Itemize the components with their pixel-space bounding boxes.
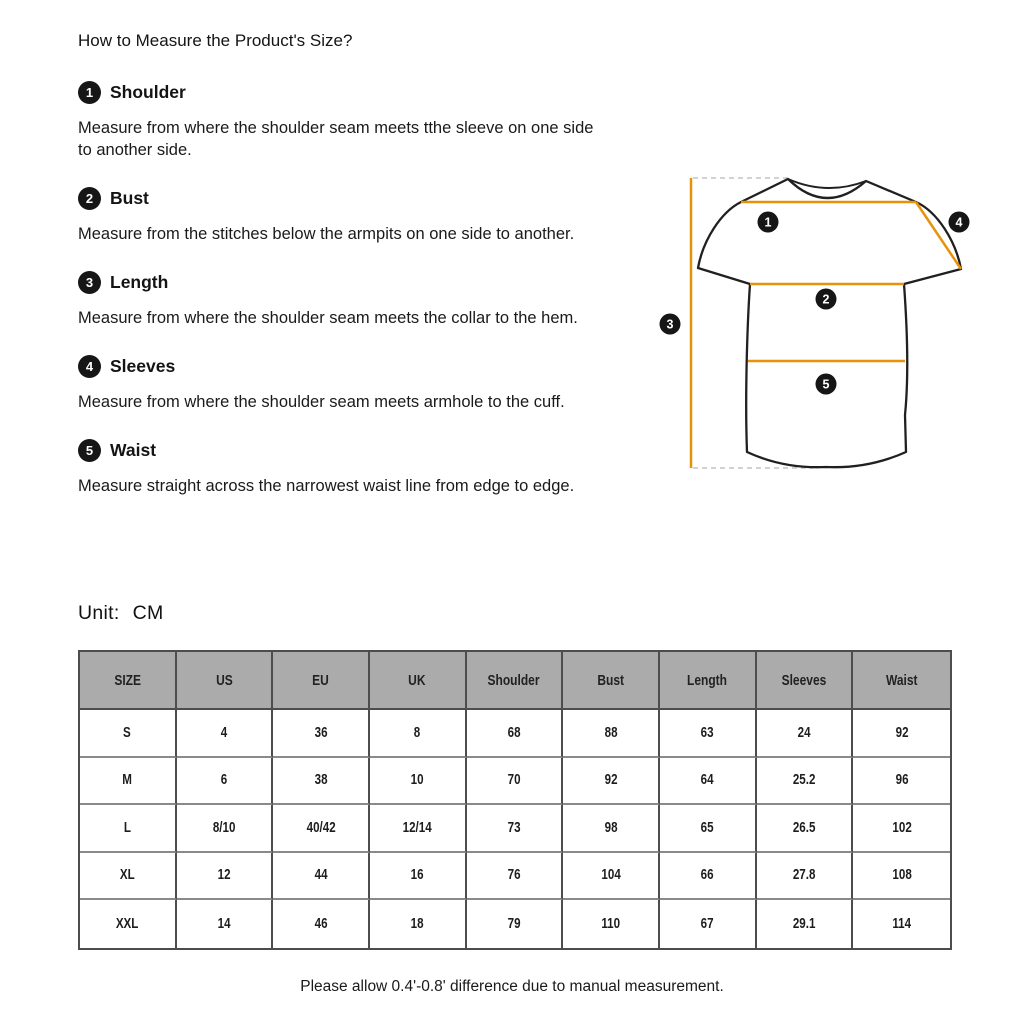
step-5-badge [78, 439, 101, 462]
measurement-disclaimer: Please allow 0.4'-0.8' difference due to manual measurement. [300, 978, 724, 995]
table-header-cell: Waist [853, 652, 950, 710]
table-cell: 14 [177, 900, 274, 948]
step-3-number: 3 [85, 275, 94, 290]
page-title: How to Measure the Product's Size? [78, 31, 353, 50]
table-header-cell: UK [370, 652, 467, 710]
measure-heading [78, 81, 600, 104]
step-2-badge [78, 187, 101, 210]
table-cell: 108 [853, 853, 950, 901]
table-cell: M [80, 758, 177, 806]
diagram-marker-5 [816, 374, 837, 395]
table-cell: 76 [467, 853, 564, 901]
step-1-number: 1 [85, 85, 94, 100]
measure-name-sleeves: Sleeves [110, 356, 176, 376]
measure-name-shoulder: Shoulder [110, 82, 186, 102]
table-cell: 12 [177, 853, 274, 901]
measure-section-bust [78, 187, 600, 245]
unit-label [78, 602, 164, 625]
svg-text:3: 3 [666, 317, 674, 332]
table-cell: 67 [660, 900, 757, 948]
diagram-marker-2 [816, 289, 837, 310]
step-1-badge [78, 81, 101, 104]
diagram-marker-3 [660, 314, 681, 335]
unit-value: CM [132, 602, 164, 624]
svg-text:2: 2 [822, 292, 830, 307]
table-cell: 68 [467, 710, 564, 758]
table-cell: 8/10 [177, 805, 274, 853]
table-cell: 26.5 [757, 805, 854, 853]
table-cell: XXL [80, 900, 177, 948]
table-cell: 66 [660, 853, 757, 901]
table-header-cell: Length [660, 652, 757, 710]
table-cell: 25.2 [757, 758, 854, 806]
instructions-column [78, 30, 600, 523]
table-cell: 79 [467, 900, 564, 948]
svg-text:1: 1 [764, 215, 772, 230]
table-cell: 102 [853, 805, 950, 853]
measure-section-shoulder [78, 81, 600, 161]
measure-heading [78, 187, 600, 210]
table-cell: 27.8 [757, 853, 854, 901]
measure-name-waist: Waist [110, 440, 157, 460]
measure-name-bust: Bust [110, 188, 149, 208]
table-cell: 73 [467, 805, 564, 853]
step-5-number: 5 [85, 443, 94, 458]
measure-description-bust: Measure from the stitches below the armpits on one side to another. [78, 225, 575, 243]
table-cell: 92 [853, 710, 950, 758]
measure-heading [78, 355, 600, 378]
table-cell: 8 [370, 710, 467, 758]
step-3-badge [78, 271, 101, 294]
table-cell: 36 [273, 710, 370, 758]
table-cell: 70 [467, 758, 564, 806]
tshirt-outline [698, 179, 961, 467]
table-header-cell: Shoulder [467, 652, 564, 710]
measure-section-length [78, 271, 600, 329]
table-cell: 92 [563, 758, 660, 806]
table-cell: 10 [370, 758, 467, 806]
step-2-number: 2 [85, 191, 94, 206]
diagram-marker-4 [949, 212, 970, 233]
measure-section-sleeves [78, 355, 600, 413]
step-4-number: 4 [85, 359, 94, 374]
table-cell: S [80, 710, 177, 758]
svg-text:4: 4 [955, 215, 963, 230]
measure-name-length: Length [110, 272, 169, 292]
table-cell: 96 [853, 758, 950, 806]
table-cell: 104 [563, 853, 660, 901]
table-cell: 6 [177, 758, 274, 806]
table-cell: 16 [370, 853, 467, 901]
table-cell: 40/42 [273, 805, 370, 853]
table-cell: 29.1 [757, 900, 854, 948]
table-cell: 63 [660, 710, 757, 758]
table-cell: 110 [563, 900, 660, 948]
table-cell: 24 [757, 710, 854, 758]
tshirt-measurement-diagram [648, 160, 1008, 490]
table-cell: L [80, 805, 177, 853]
table-cell: 18 [370, 900, 467, 948]
diagram-marker-1 [758, 212, 779, 233]
table-header-cell: US [177, 652, 274, 710]
table-cell: 44 [273, 853, 370, 901]
table-cell: 98 [563, 805, 660, 853]
measure-section-waist [78, 439, 600, 497]
table-header-cell: SIZE [80, 652, 177, 710]
table-cell: 46 [273, 900, 370, 948]
table-cell: XL [80, 853, 177, 901]
measure-description-waist: Measure straight across the narrowest waist line from edge to edge. [78, 477, 575, 495]
size-table [78, 650, 952, 950]
table-header-cell: Bust [563, 652, 660, 710]
table-cell: 12/14 [370, 805, 467, 853]
table-cell: 4 [177, 710, 274, 758]
table-header-cell: EU [273, 652, 370, 710]
table-header-cell: Sleeves [757, 652, 854, 710]
measure-description-sleeves: Measure from where the shoulder seam meets armhole to the cuff. [78, 393, 565, 411]
measure-description-shoulder: Measure from where the shoulder seam meets tthe sleeve on one side to another side. [78, 119, 594, 159]
collar-line [788, 179, 866, 188]
measure-heading [78, 439, 600, 462]
measure-description-length: Measure from where the shoulder seam meets the collar to the hem. [78, 309, 578, 327]
table-cell: 65 [660, 805, 757, 853]
unit-text: Unit: [78, 602, 120, 624]
table-cell: 64 [660, 758, 757, 806]
table-cell: 114 [892, 915, 912, 932]
table-cell: 38 [273, 758, 370, 806]
step-4-badge [78, 355, 101, 378]
measure-heading [78, 271, 600, 294]
svg-text:5: 5 [822, 377, 830, 392]
table-cell: 88 [563, 710, 660, 758]
